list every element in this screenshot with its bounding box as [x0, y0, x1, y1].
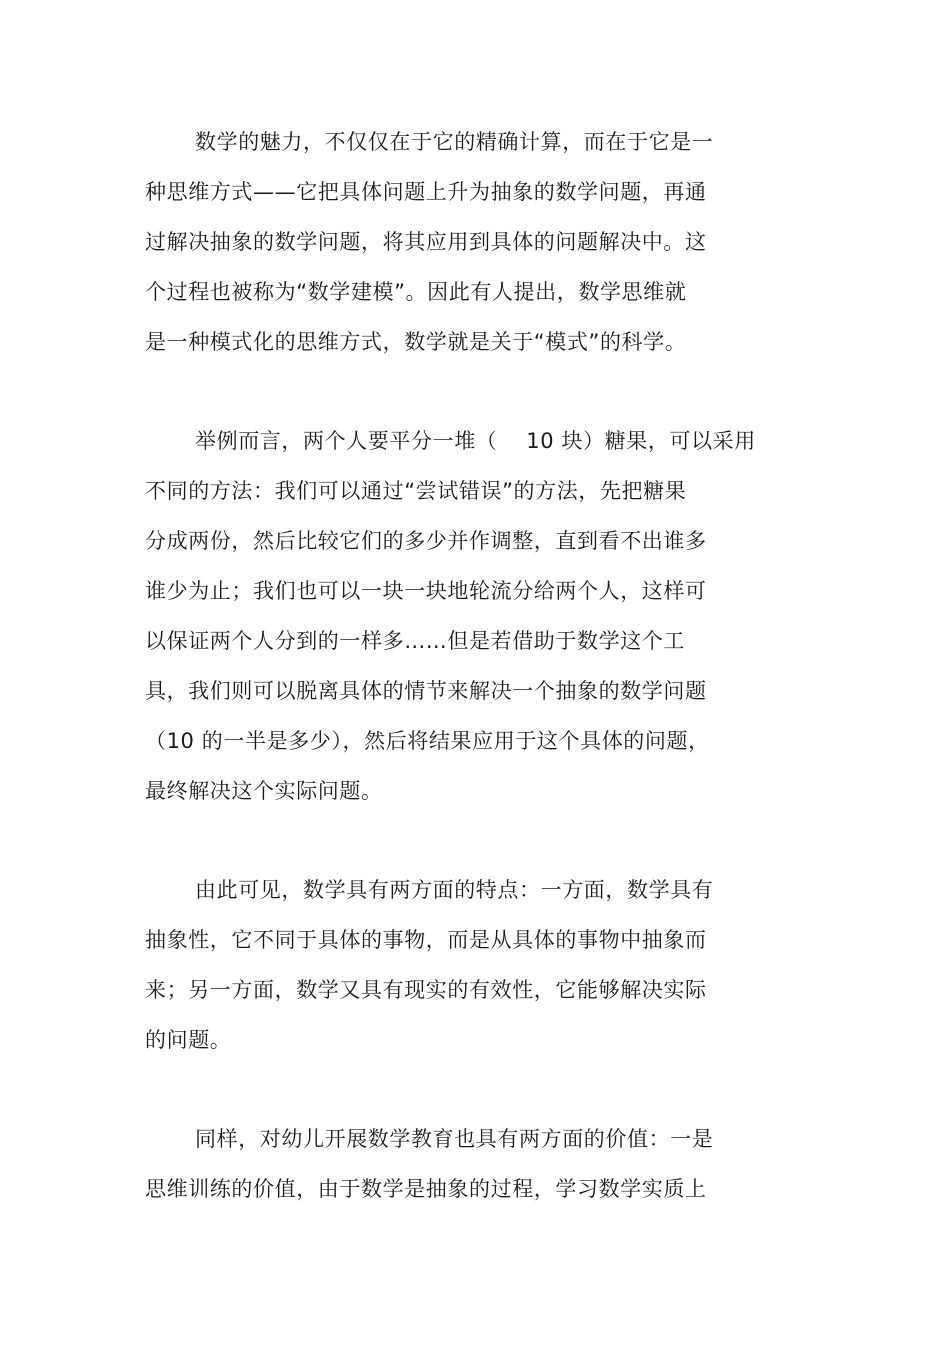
text-line: 的问题。	[145, 1028, 232, 1052]
text-line: 种思维方式——它把具体问题上升为抽象的数学问题，再通	[145, 180, 707, 204]
text-line: 谁少为止；我们也可以一块一块地轮流分给两个人，这样可	[145, 579, 707, 603]
text-line: 过解决抽象的数学问题，将其应用到具体的问题解决中。这	[145, 230, 707, 254]
text-line: 是一种模式化的思维方式，数学就是关于“模式”的科学。	[145, 330, 687, 354]
text-line: 数学的魅力，不仅仅在于它的精确计算，而在于它是一	[195, 130, 714, 154]
text-line: 抽象性，它不同于具体的事物，而是从具体的事物中抽象而	[145, 928, 707, 952]
text-line: 具，我们则可以脱离具体的情节来解决一个抽象的数学问题	[145, 679, 707, 703]
text-line: 最终解决这个实际问题。	[145, 779, 383, 803]
text-line: 来；另一方面，数学又具有现实的有效性，它能够解决实际	[145, 978, 707, 1002]
text-line: 不同的方法：我们可以通过“尝试错误”的方法，先把糖果	[145, 479, 687, 503]
text-line: 由此可见，数学具有两方面的特点：一方面，数学具有	[195, 878, 714, 902]
text-line: 个过程也被称为“数学建模”。因此有人提出，数学思维就	[145, 280, 687, 304]
text-line: 以保证两个人分到的一样多……但是若借助于数学这个工	[145, 629, 685, 653]
text-line: 举例而言，两个人要平分一堆（ 10 块）糖果，可以采用	[195, 429, 756, 453]
text-line: 分成两份，然后比较它们的多少并作调整，直到看不出谁多	[145, 529, 707, 553]
text-line: 同样，对幼儿开展数学教育也具有两方面的价值：一是	[195, 1127, 714, 1151]
text-line: 思维训练的价值，由于数学是抽象的过程，学习数学实质上	[145, 1177, 707, 1201]
text-line: （10 的一半是多少），然后将结果应用于这个具体的问题，	[145, 729, 710, 753]
